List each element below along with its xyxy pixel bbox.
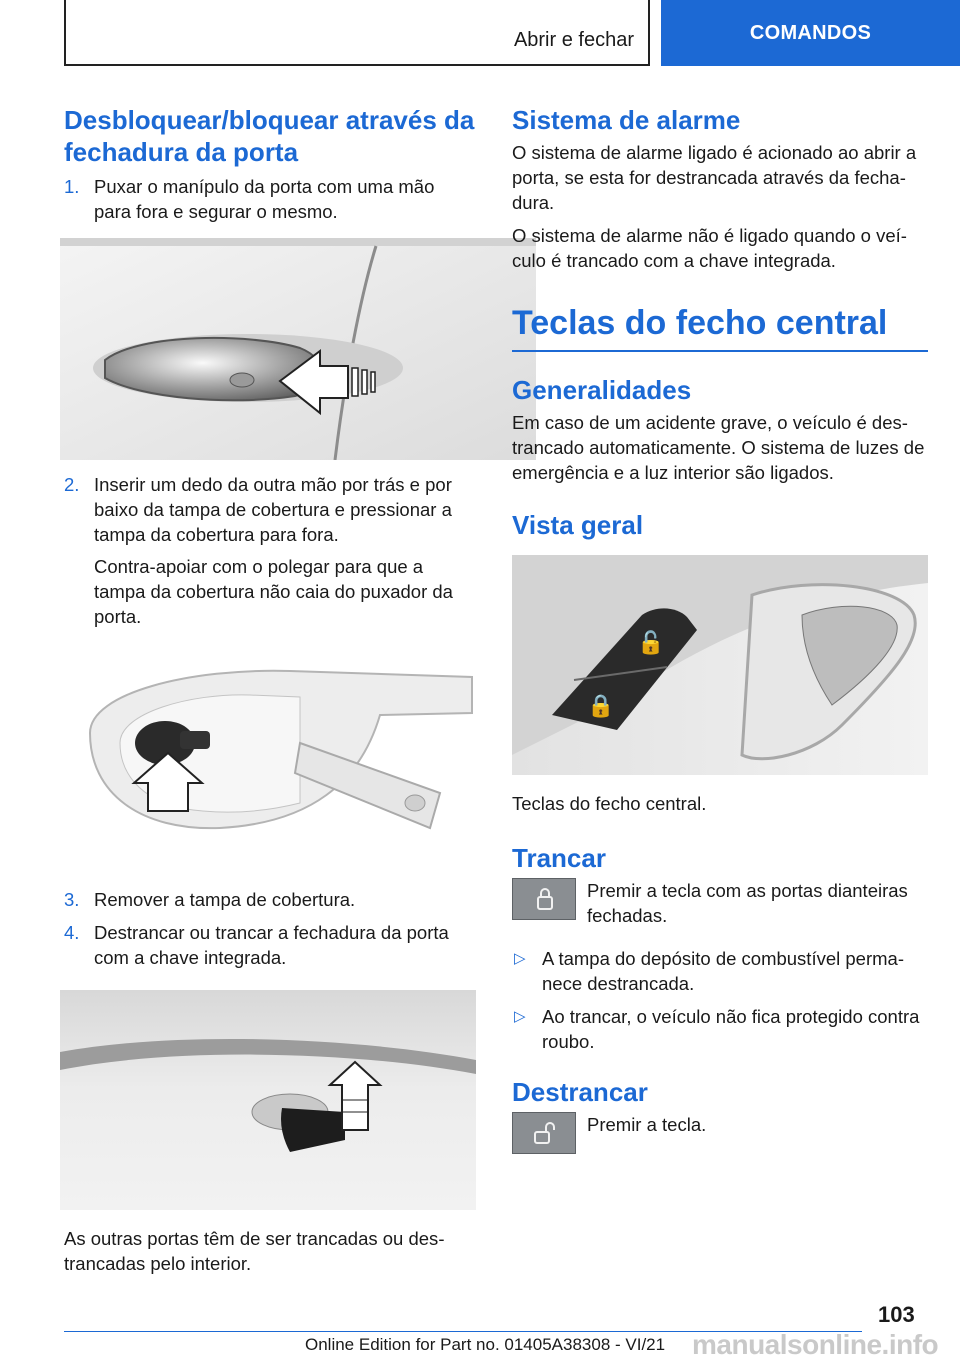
step-3 [64,887,476,912]
unlock-heading: Destrancar [512,1077,648,1107]
header-section-title: Abrir e fechar [513,29,634,51]
right-column [512,104,928,1176]
step-4 [64,920,476,970]
unlock-icon: 🔓 [637,631,665,656]
lock-heading: Trancar [512,843,606,873]
bullet-text: Ao trancar, o veículo não fica protegido contra roubo. [542,1006,920,1052]
step-number: 4. [64,922,80,943]
triangle-right-outline-icon: ▷ [514,1008,526,1025]
header-chapter-tab: COMANDOS [661,0,960,66]
general-heading: Generalidades [512,375,692,405]
watermark: manualsonline.info [692,1329,939,1360]
alarm-paragraph-2: O sistema de alarme não é ligado quando o veículo é trancado com a chave integrada. [512,225,907,271]
overview-caption: Teclas do fecho central. [512,793,707,814]
step-text: Remover a tampa de cobertura. [94,889,356,910]
padlock-closed-icon [512,878,576,920]
central-lock-buttons-photo [512,555,928,775]
left-column [64,104,476,1276]
closing-text: As outras portas têm de ser trancadas ou destrancadas pelo interior. [64,1228,445,1274]
lock-bullet-2 [512,1004,928,1054]
alarm-paragraph-1: O sistema de alarme ligado é acionado ao abrir a porta, se esta for destrancada através da fechadura. [512,142,917,213]
step-2-note [64,554,476,629]
lock-instruction: Premir a tecla com as portas dianteiras fechadas. [587,880,908,926]
step-text: Inserir um dedo da outra mão por trás e por baixo da tampa de cobertura e pressionar a tampa da cobertura para fora. [94,474,452,545]
integrated-key-photo [60,990,476,1210]
triangle-right-outline-icon: ▷ [514,950,526,967]
lock-icon: 🔒 [587,694,615,719]
lock-bullet-1 [512,946,928,996]
step-number: 2. [64,474,80,495]
door-lock-heading: Desbloquear/bloquear através da fechadura da porta [64,105,475,167]
footer-edition: Online Edition for Part no. 01405A38308 - VI/21 [305,1335,666,1354]
overview-heading: Vista geral [512,510,644,540]
step-2 [64,472,476,547]
alarm-heading: Sistema de alarme [512,105,741,135]
lock-key-row [512,878,928,942]
step-text: Puxar o manípulo da porta com uma mão para fora e segurar o mesmo. [94,176,435,222]
unlock-instruction: Premir a tecla. [587,1114,707,1135]
step-number: 1. [64,176,80,197]
step-1 [64,174,476,224]
step-text: Destrancar ou trancar a fechadura da porta com a chave integrada. [94,922,449,968]
step-note-text: Contra-apoiar com o polegar para que a tampa da cobertura não caia do puxador da porta. [94,556,453,627]
general-paragraph: Em caso de um acidente grave, o veículo é destrancado automaticamente. O sistema de luzes de emergência e a luz interior são ligados. [512,412,925,483]
door-handle-pull-photo [60,238,536,460]
central-lock-heading: Teclas do fecho central [512,303,928,352]
step-number: 3. [64,889,80,910]
header-section-box [64,0,650,66]
cover-cap-photo [60,653,536,861]
unlock-key-row [512,1112,928,1176]
bullet-text: A tampa do depósito de combustível permanece destrancada. [542,948,904,994]
padlock-open-icon [512,1112,576,1154]
page-number: 103 [878,1302,915,1327]
